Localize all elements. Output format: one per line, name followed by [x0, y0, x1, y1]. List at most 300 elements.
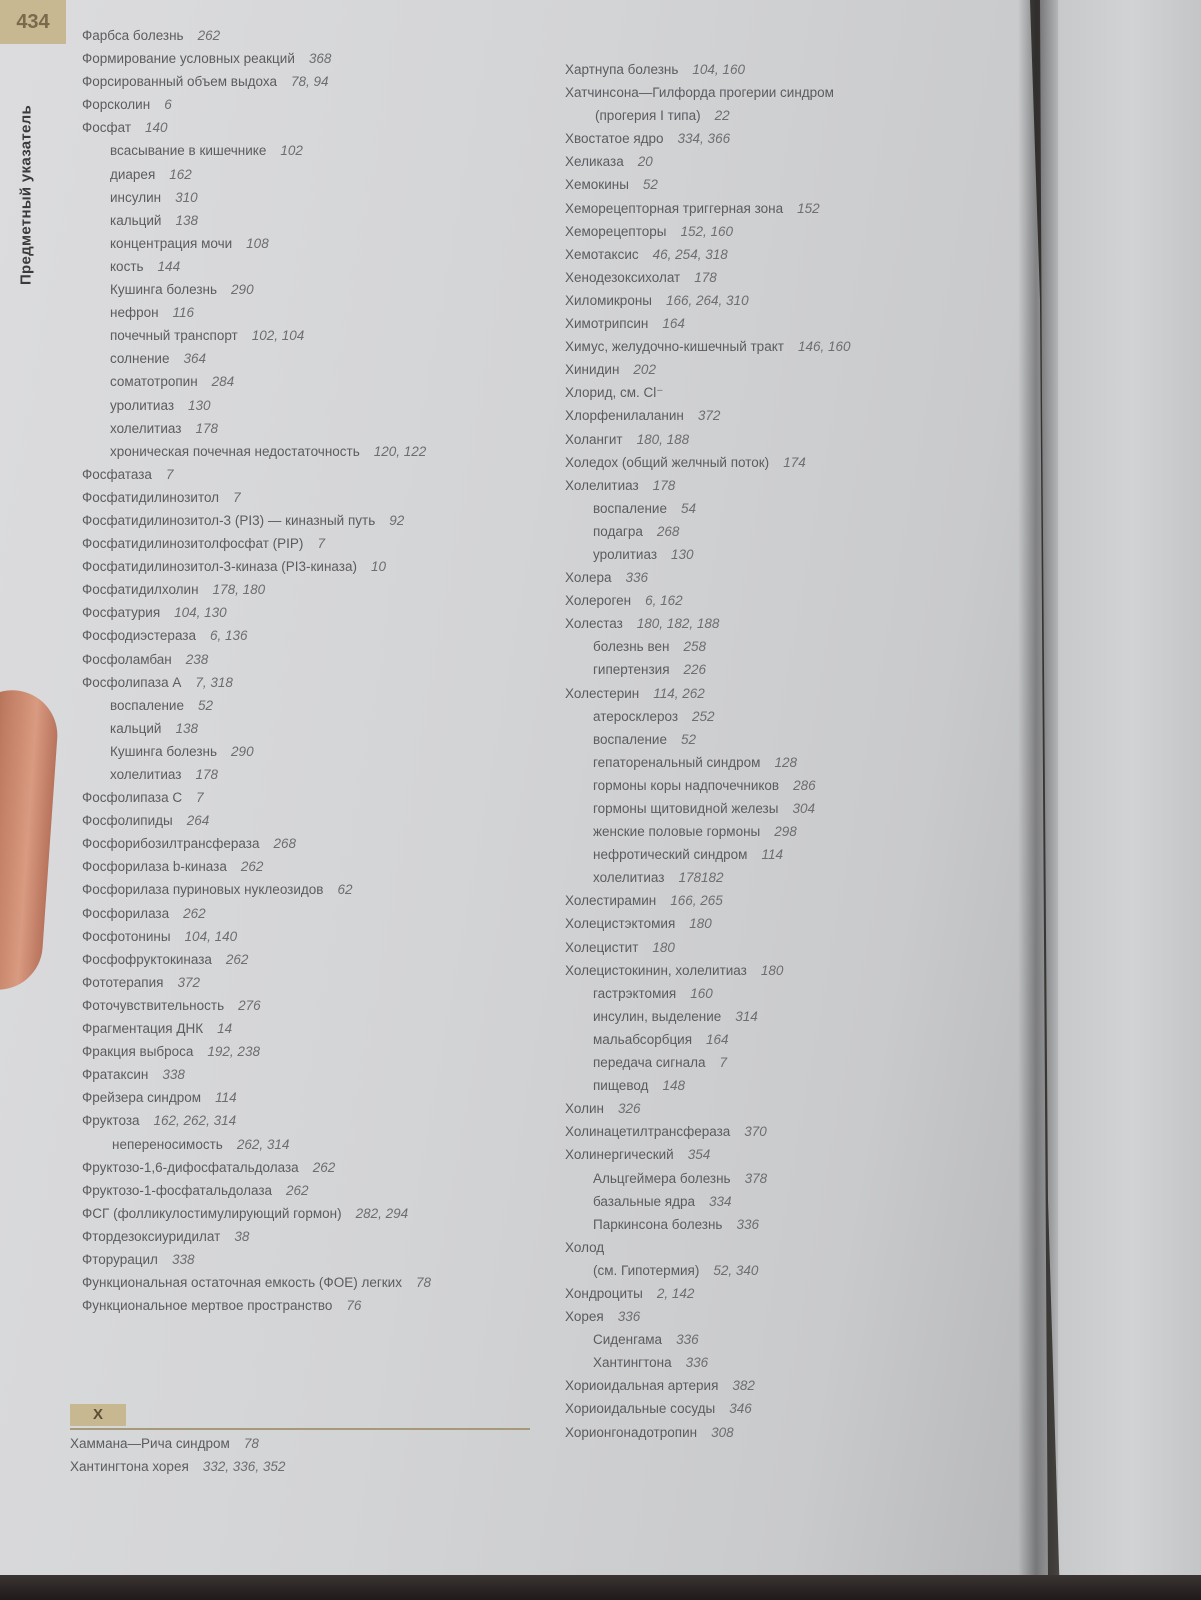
- index-pages: 346: [729, 1401, 752, 1417]
- index-entry: [565, 820, 1015, 843]
- index-entry: [565, 1374, 1015, 1397]
- index-entry: [82, 925, 552, 948]
- index-entry: [565, 543, 1015, 566]
- index-entry: [565, 173, 1015, 196]
- index-entry: [82, 1017, 552, 1040]
- index-pages: 162: [169, 166, 192, 182]
- index-term: уролитиаз: [110, 397, 175, 413]
- index-pages: 354: [687, 1147, 711, 1163]
- index-term: Фототерапия: [82, 974, 164, 990]
- index-entry: [565, 220, 1015, 243]
- index-pages: 290: [231, 743, 254, 759]
- index-term: мальабсорбция: [593, 1031, 693, 1047]
- index-column-left: [82, 24, 552, 1317]
- index-entry: [565, 1259, 1015, 1282]
- index-pages: 180: [760, 962, 784, 978]
- index-entry: [565, 1397, 1015, 1420]
- index-pages: 38: [234, 1228, 250, 1244]
- index-term: Фоточувствительность: [82, 997, 225, 1013]
- index-term: Фосфорибозилтрансфераза: [82, 836, 260, 852]
- index-entry: [82, 809, 552, 832]
- index-entry: [82, 93, 552, 116]
- index-term: Холинергический: [565, 1147, 674, 1163]
- index-pages: 7, 318: [195, 674, 233, 690]
- index-pages: 104, 140: [184, 928, 238, 944]
- index-term: почечный транспорт: [110, 328, 238, 344]
- index-pages: 336: [685, 1355, 709, 1371]
- index-pages: 226: [683, 662, 707, 678]
- index-entry: [565, 982, 1015, 1005]
- index-entry: [565, 751, 1015, 774]
- index-pages: 174: [783, 454, 806, 470]
- index-term: Фосфат: [82, 120, 132, 136]
- index-pages: 130: [671, 546, 694, 562]
- index-pages: 262: [225, 951, 249, 967]
- index-term: Хвостатое ядро: [565, 131, 664, 147]
- index-term: солнение: [110, 351, 170, 367]
- index-pages: 78, 94: [291, 74, 329, 90]
- index-pages: 336: [625, 570, 648, 586]
- facing-page-text: [1040, 0, 1201, 1600]
- index-term: Холестаз: [565, 616, 623, 632]
- index-pages: 304: [792, 801, 815, 816]
- index-pages: 20: [637, 154, 653, 170]
- index-pages: 284: [211, 374, 235, 390]
- index-entry: [82, 878, 552, 901]
- index-term: Фосфатурия: [82, 605, 161, 621]
- index-term: атеросклероз: [593, 708, 679, 724]
- index-term: Хемотаксис: [565, 246, 639, 262]
- index-term: концентрация мочи: [110, 235, 233, 251]
- index-pages: 138: [175, 720, 198, 736]
- index-entry: [565, 1351, 1015, 1374]
- index-entry: [82, 232, 552, 255]
- index-pages: 146, 160: [797, 339, 851, 355]
- index-pages: 160: [690, 985, 713, 1001]
- index-pages: 314: [735, 1008, 758, 1024]
- index-term: Холероген: [565, 593, 632, 609]
- index-term: Хантингтона: [593, 1355, 672, 1371]
- index-term: уролитиаз: [593, 546, 658, 562]
- index-term: Хориоидальные сосуды: [565, 1401, 716, 1417]
- index-pages: 6: [164, 97, 172, 113]
- index-term: передача сигнала: [593, 1055, 706, 1071]
- index-term: Холестерин: [565, 685, 640, 701]
- index-column-right: [565, 58, 1015, 1444]
- index-entry: [565, 936, 1015, 959]
- index-pages: 114: [761, 847, 783, 863]
- index-term: Химус, желудочно-кишечный тракт: [565, 339, 784, 355]
- index-pages: 138: [175, 212, 198, 228]
- index-term: Холедох (общий желчный поток): [565, 454, 770, 470]
- index-term: Хантингтона хорея: [70, 1459, 189, 1475]
- index-pages: 7: [165, 466, 174, 482]
- index-entry: [565, 1213, 1015, 1236]
- index-pages: 308: [711, 1424, 734, 1440]
- index-pages: 54: [681, 500, 697, 516]
- index-pages: 180: [689, 916, 712, 932]
- index-entry: [70, 1455, 540, 1478]
- index-term: Альцгеймера болезнь: [593, 1170, 731, 1186]
- index-term: Фруктозо-1,6-дифосфатальдолаза: [82, 1159, 299, 1175]
- index-term: Кушинга болезнь: [110, 282, 218, 298]
- index-pages: 178, 180: [212, 582, 266, 598]
- index-pages: 148: [662, 1078, 685, 1094]
- index-pages: 282, 294: [355, 1205, 409, 1221]
- index-pages: 6, 136: [210, 628, 248, 644]
- index-term: женские половые гормоны: [593, 824, 761, 840]
- index-term: Фосфорилаза b-киназа: [82, 859, 227, 875]
- index-term: Фракция выброса: [82, 1044, 194, 1060]
- index-term: Фрагментация ДНК: [82, 1021, 204, 1037]
- index-term: Функциональное мертвое пространство: [82, 1298, 333, 1314]
- index-entry: [82, 139, 552, 162]
- index-entry: [82, 1109, 552, 1132]
- index-pages: 178182: [678, 870, 724, 886]
- index-entry: [565, 1236, 1015, 1259]
- index-term: Фосфорилаза пуриновых нуклеозидов: [82, 882, 324, 898]
- index-term: ФСГ (фолликулостимулирующий гормон): [82, 1205, 342, 1221]
- index-term: Фосфолипиды: [82, 813, 173, 829]
- index-term: Холод: [565, 1239, 605, 1255]
- index-term: Фосфатидилинозитолфосфат (PIP): [82, 536, 304, 552]
- index-pages: 164: [706, 1031, 729, 1047]
- index-term: инсулин, выделение: [593, 1008, 722, 1024]
- index-term: нефротический синдром: [593, 847, 748, 863]
- index-term: непереносимость: [112, 1136, 223, 1152]
- index-entry: [82, 186, 552, 209]
- index-term: Хемокины: [565, 177, 629, 193]
- index-pages: 178: [652, 477, 676, 493]
- index-entry: [565, 1051, 1015, 1074]
- index-term: кость: [110, 258, 144, 274]
- index-entry: [565, 520, 1015, 543]
- index-pages: 104, 160: [692, 62, 745, 77]
- index-entry: [565, 1190, 1015, 1213]
- letter-heading: [70, 1404, 530, 1430]
- index-entry: [565, 1328, 1015, 1351]
- index-term: Хинидин: [565, 362, 620, 378]
- index-term: Фосфатаза: [82, 466, 152, 482]
- index-pages: 258: [683, 639, 706, 655]
- index-entry: [565, 335, 1015, 358]
- index-term: Фосфатидилинозитол: [82, 489, 220, 505]
- index-column-left-x: [70, 1432, 540, 1478]
- index-entry: [565, 197, 1015, 220]
- index-entry: [82, 394, 552, 417]
- index-entry: [565, 289, 1015, 312]
- index-term: Холин: [565, 1101, 604, 1117]
- index-pages: 7: [196, 790, 204, 806]
- index-term: Холецистокинин, холелитиаз: [565, 962, 747, 978]
- index-pages: 286: [793, 777, 816, 793]
- index-entry: [565, 58, 1015, 81]
- index-pages: 102: [280, 143, 303, 159]
- index-pages: 120, 122: [373, 443, 427, 459]
- index-pages: 102, 104: [251, 328, 305, 344]
- index-entry: [565, 1143, 1015, 1166]
- index-pages: 338: [171, 1251, 195, 1267]
- index-entry: [565, 104, 1015, 127]
- index-pages: 114, 262: [653, 685, 705, 701]
- index-entry: [565, 451, 1015, 474]
- index-entry: [82, 648, 552, 671]
- index-pages: 52: [681, 731, 697, 747]
- index-term: подагра: [593, 523, 643, 539]
- index-term: инсулин: [110, 189, 162, 205]
- index-term: Фосфолипаза А: [82, 674, 182, 690]
- index-pages: 338: [162, 1067, 185, 1083]
- index-term: Хорея: [565, 1309, 604, 1325]
- index-term: воспаление: [593, 500, 667, 516]
- index-entry: [565, 1097, 1015, 1120]
- index-term: Фосфоламбан: [82, 651, 172, 667]
- index-term: Хлорфенилаланин: [565, 408, 684, 424]
- index-pages: 372: [177, 974, 200, 990]
- index-term: базальные ядра: [593, 1193, 696, 1209]
- index-term: (прогерия I типа): [595, 108, 701, 124]
- index-entry: [565, 474, 1015, 497]
- index-pages: 2, 142: [656, 1285, 695, 1301]
- index-term: Фарбса болезнь: [82, 28, 184, 43]
- index-entry: [82, 740, 552, 763]
- index-entry: [82, 116, 552, 139]
- index-term: Хеликаза: [565, 154, 624, 170]
- index-pages: 180, 188: [636, 431, 690, 447]
- index-term: Кушинга болезнь: [110, 743, 218, 759]
- index-pages: 336: [736, 1216, 759, 1232]
- index-pages: 180: [652, 939, 675, 955]
- index-term: гипертензия: [593, 662, 670, 678]
- index-pages: 334, 366: [677, 131, 731, 147]
- index-pages: 264: [186, 813, 210, 829]
- index-entry: [82, 601, 552, 624]
- index-pages: 370: [744, 1124, 767, 1140]
- index-entry: [565, 1120, 1015, 1143]
- index-term: соматотропин: [110, 374, 198, 390]
- index-pages: 46, 254, 318: [652, 246, 728, 262]
- index-term: всасывание в кишечнике: [110, 143, 267, 159]
- index-entry: [82, 1248, 552, 1271]
- index-entry: [82, 463, 552, 486]
- index-term: Фруктозо-1-фосфатальдолаза: [82, 1182, 273, 1198]
- index-pages: 178: [694, 269, 717, 285]
- index-pages: 180, 182, 188: [636, 616, 720, 632]
- index-term: Фосфатидилхолин: [82, 582, 199, 598]
- index-entry: [82, 1086, 552, 1109]
- index-term: холелитиаз: [110, 420, 182, 436]
- index-entry: [82, 994, 552, 1017]
- index-entry: [565, 1282, 1015, 1305]
- index-pages: 7: [233, 489, 241, 505]
- index-entry: [565, 150, 1015, 173]
- index-pages: 10: [370, 559, 387, 575]
- index-pages: 252: [692, 708, 715, 724]
- index-entry: [565, 566, 1015, 589]
- index-entry: [565, 381, 1015, 404]
- index-entry: [82, 509, 552, 532]
- index-entry: [565, 127, 1015, 150]
- table-surface: [0, 1575, 1201, 1600]
- index-entry: [82, 1179, 552, 1202]
- index-term: гепаторенальный синдром: [593, 754, 761, 770]
- index-entry: [82, 347, 552, 370]
- index-term: болезнь вен: [593, 639, 670, 655]
- index-term: гормоны щитовидной железы: [593, 801, 779, 816]
- index-entry: [82, 855, 552, 878]
- index-pages: 276: [238, 997, 261, 1013]
- index-term: Хенодезоксихолат: [565, 269, 681, 285]
- index-pages: 178: [195, 420, 218, 436]
- index-term: Фосфатидилинозитол-3 (PI3) — киназный путь: [82, 512, 376, 528]
- index-term: пищевод: [593, 1078, 649, 1094]
- index-entry: [565, 428, 1015, 451]
- index-entry: [82, 671, 552, 694]
- index-entry: [82, 1063, 552, 1086]
- index-entry: [565, 889, 1015, 912]
- index-pages: 52: [198, 697, 214, 713]
- index-entry: [82, 1156, 552, 1179]
- index-pages: 7: [317, 536, 325, 552]
- index-entry: [565, 635, 1015, 658]
- index-term: Фосфатидилинозитол-3-киназа (PI3-киназа): [82, 559, 357, 575]
- index-term: воспаление: [593, 731, 667, 747]
- index-entry: [82, 763, 552, 786]
- index-entry: [82, 624, 552, 647]
- index-entry: [565, 774, 1015, 797]
- index-term: Фруктоза: [82, 1113, 140, 1129]
- index-pages: 336: [676, 1332, 699, 1348]
- index-term: кальций: [110, 720, 162, 736]
- index-entry: [565, 81, 1015, 104]
- index-pages: 192, 238: [207, 1044, 260, 1060]
- index-entry: [70, 1432, 540, 1455]
- index-term: Форсированный объем выдоха: [82, 74, 278, 90]
- index-entry: [82, 440, 552, 463]
- index-pages: 382: [732, 1378, 755, 1394]
- index-entry: [82, 555, 552, 578]
- index-pages: 332, 336, 352: [202, 1459, 286, 1475]
- index-term: (см. Гипотермия): [593, 1262, 700, 1278]
- index-term: Хорионгонадотропин: [565, 1424, 698, 1440]
- index-pages: 368: [308, 51, 332, 67]
- index-term: Хлорид, см. Cl⁻: [565, 385, 664, 401]
- index-term: Хеморецепторы: [565, 223, 667, 239]
- index-term: Паркинсона болезнь: [593, 1216, 723, 1232]
- index-entry: [82, 532, 552, 555]
- index-pages: 76: [346, 1298, 362, 1314]
- index-pages: 52: [642, 177, 658, 193]
- index-pages: 268: [656, 523, 680, 539]
- index-term: Хеморецепторная триггерная зона: [565, 200, 784, 216]
- index-entry: [82, 255, 552, 278]
- index-entry: [565, 358, 1015, 381]
- index-pages: 262: [197, 28, 221, 43]
- index-entry: [565, 266, 1015, 289]
- index-entry: [82, 209, 552, 232]
- index-pages: 262: [312, 1159, 336, 1175]
- index-term: Формирование условных реакций: [82, 51, 295, 67]
- index-pages: 262: [240, 859, 264, 875]
- index-pages: 290: [231, 282, 254, 298]
- index-entry: [565, 682, 1015, 705]
- index-term: Фратаксин: [82, 1067, 149, 1083]
- index-term: Сиденгама: [593, 1332, 663, 1348]
- index-entry: [82, 163, 552, 186]
- index-pages: 378: [744, 1170, 768, 1186]
- index-term: Форсколин: [82, 97, 151, 113]
- index-term: гастрэктомия: [593, 985, 677, 1001]
- index-entry: [82, 1294, 552, 1317]
- index-term: Фрейзера синдром: [82, 1090, 202, 1106]
- index-term: Холера: [565, 570, 612, 586]
- index-entry: [565, 497, 1015, 520]
- index-pages: 262: [183, 905, 206, 921]
- index-pages: 336: [617, 1309, 641, 1325]
- index-entry: [82, 278, 552, 301]
- index-pages: 262, 314: [236, 1136, 290, 1152]
- index-pages: 7: [719, 1055, 727, 1071]
- index-term: Хиломикроны: [565, 292, 652, 308]
- index-pages: 162, 262, 314: [153, 1113, 237, 1129]
- index-pages: 6, 162: [645, 593, 683, 609]
- index-entry: [82, 24, 552, 47]
- index-term: нефрон: [110, 305, 159, 321]
- index-term: Хориоидальная артерия: [565, 1378, 719, 1394]
- index-term: Хатчинсона—Гилфорда прогерии синдром: [565, 85, 834, 101]
- index-term: Фосфолипаза С: [82, 790, 183, 806]
- index-term: Холецистит: [565, 939, 639, 955]
- index-entry: [82, 47, 552, 70]
- index-pages: 238: [185, 651, 209, 667]
- index-pages: 144: [157, 258, 181, 274]
- index-pages: 52, 340: [713, 1262, 759, 1278]
- index-pages: 334: [709, 1193, 732, 1209]
- index-entry: [565, 243, 1015, 266]
- index-entry: [82, 70, 552, 93]
- index-pages: 114: [215, 1090, 237, 1106]
- index-pages: 372: [697, 408, 721, 424]
- index-term: холелитиаз: [110, 767, 182, 782]
- index-term: Фосфодиэстераза: [82, 628, 196, 644]
- index-pages: 364: [183, 351, 206, 367]
- index-term: Фтордезоксиуридилат: [82, 1228, 221, 1244]
- index-entry: [82, 370, 552, 393]
- index-term: Фосфофруктокиназа: [82, 951, 212, 967]
- index-term: диарея: [110, 166, 156, 182]
- index-entry: [82, 1040, 552, 1063]
- index-entry: [82, 694, 552, 717]
- index-entry: [82, 786, 552, 809]
- index-entry: [82, 948, 552, 971]
- index-pages: 152: [797, 200, 820, 216]
- index-term: Хондроциты: [565, 1285, 643, 1301]
- index-pages: 62: [337, 882, 353, 898]
- index-entry: [82, 1133, 552, 1156]
- index-entry: [565, 912, 1015, 935]
- index-term: Фосфорилаза: [82, 905, 170, 921]
- index-term: хроническая почечная недостаточность: [110, 443, 360, 459]
- index-entry: [565, 843, 1015, 866]
- index-pages: 164: [662, 316, 685, 332]
- index-entry: [82, 1202, 552, 1225]
- index-term: Холестирамин: [565, 893, 657, 909]
- letter-heading-label: Х: [70, 1404, 126, 1426]
- index-entry: [565, 728, 1015, 751]
- index-pages: 78: [415, 1275, 431, 1291]
- section-label: Предметный указатель: [17, 104, 35, 286]
- index-pages: 166, 265: [670, 893, 723, 909]
